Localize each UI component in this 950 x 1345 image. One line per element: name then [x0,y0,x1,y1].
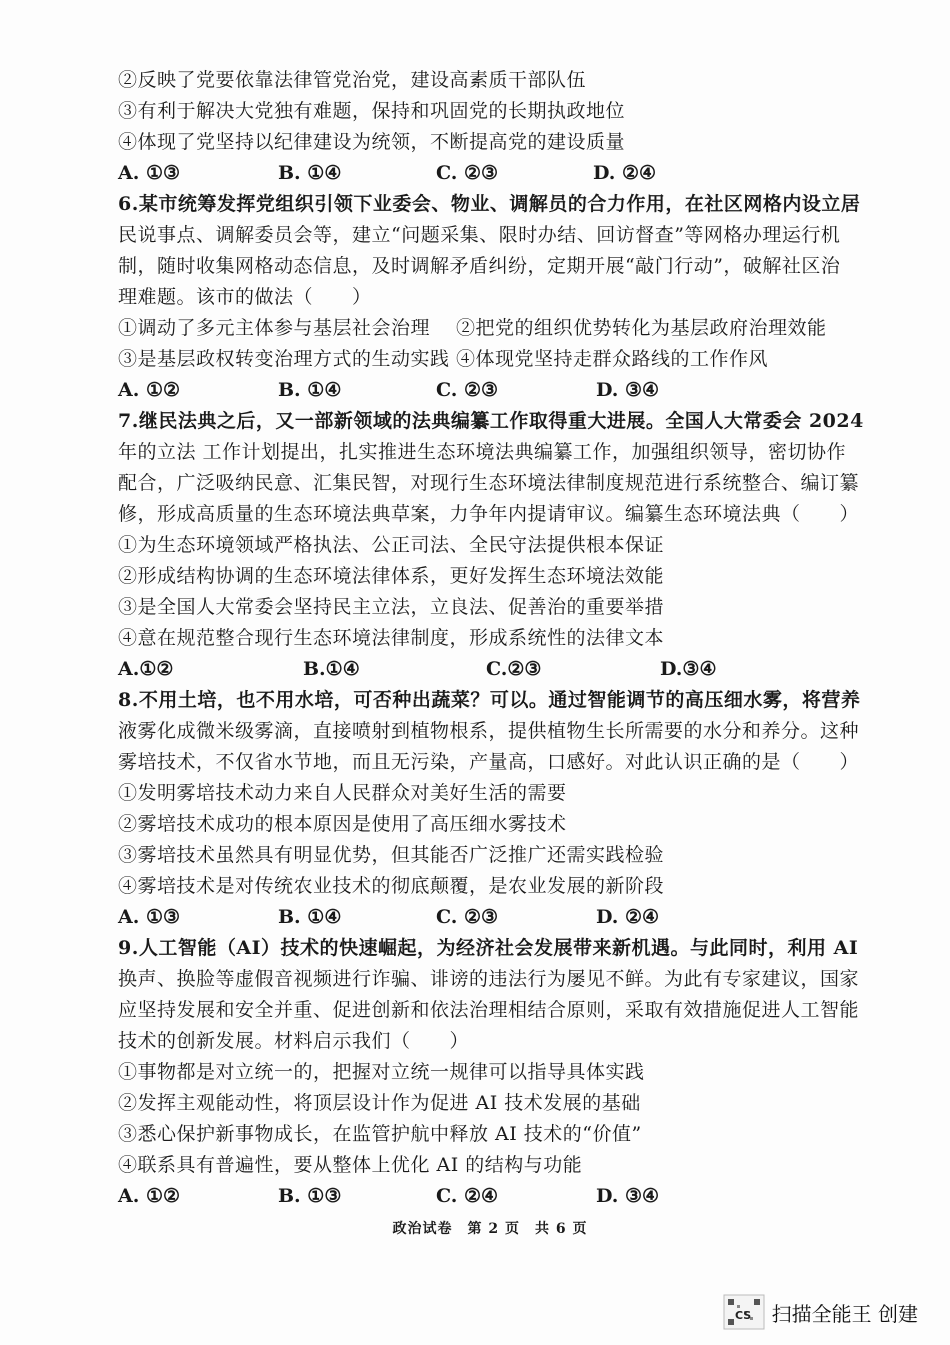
q8-statement-2: ②雾培技术成功的根本原因是使用了高压细水雾技术 [118,813,567,835]
q6-statements-row-2 [118,347,818,371]
q9-statement-3: ③悉心保护新事物成长，在监管护航中释放 AI 技术的“价值” [118,1123,642,1145]
option-d: D. ③④ [596,1185,660,1207]
option-a: A. ①② [118,1185,181,1207]
q8-stem-2: 液雾化成微米级雾滴，直接喷射到植物根系，提供植物生长所需要的水分和养分。这种 [118,720,860,742]
q5-statement-3: ③有利于解决大党独有难题，保持和巩固党的长期执政地位 [118,100,626,122]
option-b: B. ①④ [278,906,342,928]
option-a: A. ①② [118,379,181,401]
q6-stem-1: 6.某市统筹发挥党组织引领下业委会、物业、调解员的合力作用，在社区网格内设立居 [118,193,861,215]
option-c: C. ②③ [436,379,499,401]
q9-stem-3: 应坚持发展和安全并重、促进创新和依法治理相结合原则，采取有效措施促进人工智能 [118,999,860,1021]
q6-stem-3: 制，随时收集网格动态信息，及时调解矛盾纠纷，定期开展“敲门行动”，破解社区治 [118,255,841,277]
q6-statement-1: ①调动了多元主体参与基层社会治理 [118,317,431,339]
q7-stem-2: 年的立法 工作计划提出，扎实推进生态环境法典编纂工作，加强组织领导，密切协作 [118,441,847,463]
option-b: B.①④ [303,658,360,680]
q7-statement-4: ④意在规范整合现行生态环境法律制度，形成系统性的法律文本 [118,627,665,649]
scanner-watermark [722,1293,918,1331]
page-footer: 政治试卷 第 2 页 共 6 页 [392,1221,588,1237]
watermark-text: 扫描全能王 创建 [771,1301,918,1326]
option-b: B. ①④ [278,379,342,401]
q6-stem-4: 理难题。该市的做法（ ） [118,286,372,308]
option-c: C. ②④ [436,1185,499,1207]
option-c: C.②③ [486,658,542,680]
q7-stem-4: 修，形成高质量的生态环境法典草案，力争年内提请审议。编纂生态环境法典（ ） [118,503,860,525]
q5-statement-4: ④体现了党坚持以纪律建设为统领，不断提高党的建设质量 [118,131,626,153]
q6-statement-4: ④体现党坚持走群众路线的工作作风 [456,348,769,370]
q6-statements-row-1 [118,316,827,340]
q9-stem-2: 换声、换脸等虚假音视频进行诈骗、诽谤的违法行为屡见不鲜。为此有专家建议，国家 [118,968,860,990]
q9-statement-4: ④联系具有普遍性，要从整体上优化 AI 的结构与功能 [118,1154,583,1176]
option-d: D. ②④ [596,906,660,928]
option-d: D.③④ [660,658,717,680]
q7-statement-1: ①为生态环境领域严格执法、公正司法、全民守法提供根本保证 [118,534,665,556]
option-a: A. ①③ [118,906,181,928]
q8-statement-3: ③雾培技术虽然具有明显优势，但其能否广泛推广还需实践检验 [118,844,665,866]
q6-statement-3: ③是基层政权转变治理方式的生动实践 [118,348,450,370]
q6-stem-2: 民说事点、调解委员会等，建立“问题采集、限时办结、回访督查”等网格办理运行机 [118,224,841,246]
option-a: A. ①③ [118,162,181,184]
q7-stem-1: 7.继民法典之后，又一部新领域的法典编纂工作取得重大进展。全国人大常委会 2024 [118,410,864,432]
q8-stem-3: 雾培技术，不仅省水节地，而且无污染，产量高，口感好。对此认识正确的是（ ） [118,751,860,773]
q8-stem-1: 8.不用土培，也不用水培，可否种出蔬菜？可以。通过智能调节的高压细水雾，将营养 [118,689,861,711]
q7-stem-3: 配合，广泛吸纳民意、汇集民智，对现行生态环境法律制度规范进行系统整合、编订纂 [118,472,860,494]
q9-statement-1: ①事物都是对立统一的，把握对立统一规律可以指导具体实践 [118,1061,645,1083]
q9-stem-1: 9.人工智能（AI）技术的快速崛起，为经济社会发展带来新机遇。与此同时，利用 AI [118,937,859,959]
option-c: C. ②③ [436,162,499,184]
q5-statement-2: ②反映了党要依靠法律管党治党，建设高素质干部队伍 [118,69,587,91]
q8-statement-4: ④雾培技术是对传统农业技术的彻底颠覆，是农业发展的新阶段 [118,875,665,897]
q9-statement-2: ②发挥主观能动性，将顶层设计作为促进 AI 技术发展的基础 [118,1092,641,1114]
q8-statement-1: ①发明雾培技术动力来自人民群众对美好生活的需要 [118,782,567,804]
q6-statement-2: ②把党的组织优势转化为基层政府治理效能 [456,317,827,339]
scanner-logo-letters: CS [734,1309,751,1322]
option-d: D. ③④ [596,379,660,401]
option-c: C. ②③ [436,906,499,928]
scanner-logo-icon [722,1293,766,1331]
q7-statement-2: ②形成结构协调的生态环境法律体系，更好发挥生态环境法效能 [118,565,665,587]
option-a: A.①② [118,658,174,680]
q9-stem-4: 技术的创新发展。材料启示我们（ ） [118,1030,470,1052]
option-b: B. ①④ [278,162,342,184]
option-d: D. ②④ [593,162,657,184]
option-b: B. ①③ [278,1185,342,1207]
q7-statement-3: ③是全国人大常委会坚持民主立法，立良法、促善治的重要举措 [118,596,665,618]
